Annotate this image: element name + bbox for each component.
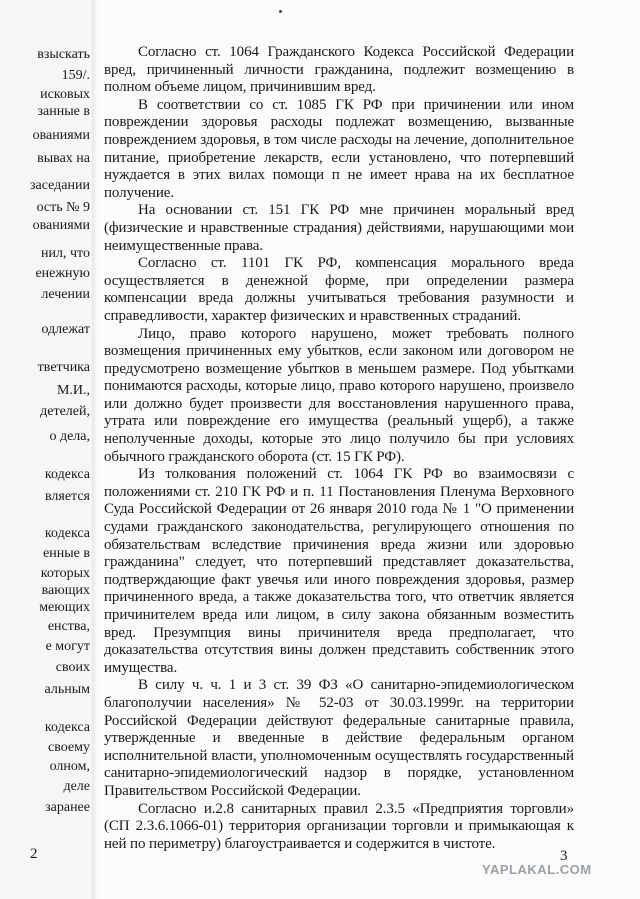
left-page-fragment-line: кодекса — [44, 526, 90, 541]
paragraph-art-1101: Согласно ст. 1101 ГК РФ, компенсация морального вреда осуществляется в денежной форме, при определении размера компенсации вреда должны учитываться требования разумности и справедливости, характер физических и нравственных страданий. — [104, 255, 574, 324]
left-page-fragment-line: олном, — [49, 759, 90, 774]
left-page-fragment — [0, 0, 96, 899]
left-page-fragment-line: вающих — [41, 583, 90, 598]
left-page-fragment-line: детелей, — [40, 404, 90, 419]
left-page-fragment-line: заседании — [30, 178, 90, 193]
page-gutter — [92, 0, 98, 899]
left-page-fragment-line: кодекса — [44, 467, 90, 482]
left-page-fragment-line: лечении — [41, 287, 90, 302]
left-page-fragment-line: деле — [63, 779, 90, 794]
left-page-fragment-line: М.И., — [56, 383, 90, 398]
paragraph-interpretation: Из толкования положений ст. 1064 ГК РФ во взаимосвязи с положениями ст. 210 ГК РФ и п. 11 Постановления Пленума Верховного Суда Российской Федерации от 26 января 2010 года № 1 "О применении судами гражданского законодательства, регулирующего отношения по обязательствам вследствие причинения вреда жизни или здоровью гражданина" следует, что потерпевший представляет доказательства, подтверждающие факт увечья или иного повреждения здоровья, размер причиненного вреда, а также доказательства того, что ответчик является причинителем вреда или лицом, в силу закона обязанным возместить вред. Презумпция вины причинителя вреда предполагает, что доказательства отсутствия вины должен представить собственник этого имущества. — [104, 466, 574, 676]
paragraph-sanitary-rules: Согласно и.2.8 санитарных правил 2.3.5 «Предприятия торговли» (СП 2.3.6.1066-01) территория организации торговли и примыкающая к ней по периметру) благоустраивается и содержится в чистоте. — [104, 800, 574, 852]
paragraph-art-151: На основании ст. 151 ГК РФ мне причинен моральный вред (физические и нравственные страдания) действиями, нарушающими мои неимущественные права. — [104, 202, 574, 254]
scan-speck — [279, 10, 282, 13]
paragraph-sanitary-law: В силу ч. ч. 1 и 3 ст. 39 ФЗ «О санитарно-эпидемиологическом благополучии населения» № 52-03 от 30.03.1999г. на территории Российской Федерации действуют федеральные санитарные правила, утвержденные и введенные в действие федеральным органом исполнительной власти, уполномоченным осуществлять государственный санитарно-эпидемиологический надзор в порядке, установленном Правительством Российской Федерации. — [104, 677, 574, 799]
left-page-fragment-line: занные в — [37, 104, 90, 119]
paragraph-losses: Лицо, право которого нарушено, может требовать полного возмещения причиненных ему убытков, если законом или договором не предусмотрено возмещение убытков в меньшем размере. Под убытками понимаются расходы, которые лицо, право которого нарушено, произвело или должно будет произвести для восстановления нарушенного права, утрата или повреждение его имущества (реальный ущерб), а также неполученные доходы, которые это лицо получило бы при условиях обычного гражданского оборота (ст. 15 ГК РФ). — [104, 325, 574, 465]
left-page-fragment-line: о дела, — [49, 429, 90, 444]
paragraph-art-1085: В соответствии со ст. 1085 ГК РФ при причинении или ином повреждении здоровья расходы подлежат возмещению, вызванные повреждением здоровья, в том числе расходы на лечение, дополнительное питание, приобретение лекарств, если установлено, что потерпевший нуждается в этих вилах помощи п не имеет нрава на их бесплатное получение. — [104, 96, 574, 201]
left-page-fragment-line: своих — [55, 660, 90, 675]
left-page-fragment-line: ость № 9 — [36, 200, 90, 215]
left-page-fragment-line: заранее — [45, 800, 90, 815]
left-page-fragment-line: ованиями — [32, 128, 90, 143]
left-page-fragment-line: исковых — [40, 87, 90, 102]
right-page-number: 3 — [560, 848, 568, 864]
left-page-fragment-line: взыскать — [37, 47, 90, 62]
right-page-body — [104, 44, 574, 853]
left-page-fragment-line: ованиями — [32, 218, 90, 233]
paragraph-art-1064: Согласно ст. 1064 Гражданского Кодекса Российской Федерации вред, причиненный личности гражданина, подлежит возмещению в полном объеме лицом, причинившим вред. — [104, 44, 574, 96]
left-page-fragment-line: меющих — [39, 600, 90, 615]
left-page-fragment-line: енные в — [43, 546, 90, 561]
left-page-fragment-line: вывах на — [37, 151, 90, 166]
left-page-fragment-line: тветчика — [37, 360, 90, 375]
left-page-fragment-line: альным — [44, 682, 90, 697]
left-page-fragment-line: е могут — [45, 639, 90, 654]
left-page-fragment-line: вляется — [44, 489, 90, 504]
left-page-fragment-line: своему — [48, 740, 90, 755]
site-watermark: YAPLAKAL.COM — [482, 862, 592, 877]
left-page-fragment-line: 159/. — [61, 68, 90, 83]
left-page-fragment-line: одлежат — [41, 322, 90, 337]
left-page-fragment-line: кодекса — [44, 720, 90, 735]
left-page-fragment-line: енства, — [47, 619, 90, 634]
left-page-number: 2 — [30, 846, 38, 862]
left-page-fragment-line: которых — [40, 566, 90, 581]
left-page-fragment-line: енежную — [35, 266, 90, 281]
left-page-fragment-line: нил, что — [41, 246, 90, 261]
